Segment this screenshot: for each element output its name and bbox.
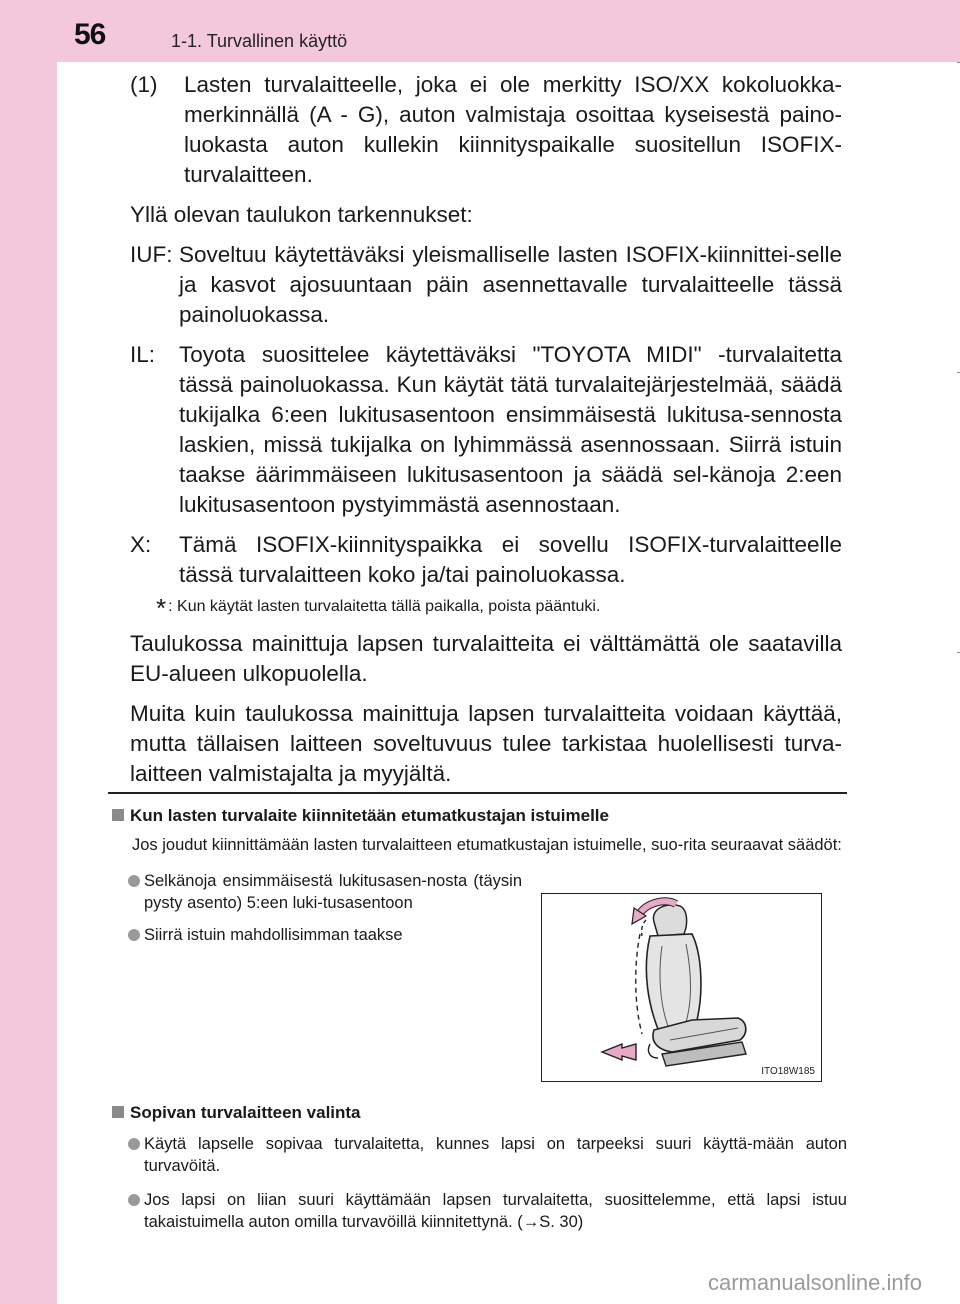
- list-item-text: Käytä lapselle sopivaa turvalaitetta, kunnes lapsi on tarpeeksi suuri käyttä-mään auton turvavöitä.: [144, 1135, 847, 1175]
- footnote-text: : Kun käytät lasten turvalaitetta tällä paikalla, poista pääntuki.: [168, 598, 601, 615]
- iuf-text: Soveltuu käytettäväksi yleismalliselle lasten ISOFIX-kiinnittei-selle ja kasvot ajosuuntaan päin asennettavalle turvalaitteelle tässä painoluokassa.: [179, 242, 842, 327]
- car-seat-icon: [542, 894, 821, 1081]
- watermark: carmanualsonline.info: [707, 1270, 922, 1295]
- iuf-label: IUF:: [130, 242, 173, 267]
- note-1: [130, 70, 842, 190]
- footnote-star: *: [156, 593, 167, 623]
- x-text: Tämä ISOFIX-kiinnityspaikka ei sovellu ISOFIX-turvalaitteelle tässä turvalaitteen koko ja/tai painoluokassa.: [179, 532, 842, 587]
- list-item-text: Jos lapsi on liian suuri käyttämään lapsen turvalaitetta, suosittelemme, että lapsi istuu takaistuimella auton omilla turvavöillä kiinnitettynä. (→S. 30): [144, 1191, 847, 1231]
- paragraph-availability: Taulukossa mainittuja lapsen turvalaitteita ei välttämättä ole saatavilla EU-alueen ulkopuolella.: [130, 631, 842, 686]
- circle-bullet-icon: [128, 924, 144, 936]
- section-heading-text: Sopivan turvalaitteen valinta: [130, 1103, 361, 1122]
- section-title: 1-1. Turvallinen käyttö: [171, 31, 348, 51]
- x-item: [130, 530, 842, 590]
- header-band: [0, 0, 960, 62]
- sidebar-band: [0, 0, 57, 1304]
- list-item: [128, 1189, 847, 1233]
- list-item: [128, 1133, 847, 1177]
- section-heading: [112, 804, 847, 828]
- x-label: X:: [130, 532, 152, 557]
- list-item: [128, 924, 522, 946]
- list-item-text: Selkänoja ensimmäisestä lukitusasen-nosta (täysin pysty asento) 5:een luki-tusasentoon: [144, 872, 522, 912]
- list-item-text: Siirrä istuin mahdollisimman taakse: [144, 926, 403, 944]
- seat-illustration: [541, 893, 822, 1082]
- note-1-text: Lasten turvalaitteelle, joka ei ole merkitty ISO/XX kokoluokka-merkinnällä (A - G), auton valmistaja osoittaa kyseisestä paino-luokasta auton kullekin kiinnityspaikalle suositellun ISOFIX-turvalaitteen.: [184, 72, 842, 187]
- footnote: [156, 593, 842, 623]
- section-heading: [112, 1101, 847, 1125]
- paragraph-other-devices: Muita kuin taulukossa mainittuja lapsen turvalaitteita voidaan käyttää, mutta tällaisen laitteen soveltuvuus tulee tarkistaa huolellisesti turva-laitteen valmistajalta ja myyjältä.: [130, 701, 842, 786]
- square-bullet-icon: [112, 809, 124, 821]
- circle-bullet-icon: [128, 1133, 144, 1145]
- list-item: [128, 870, 522, 914]
- figure-code: ITO18W185: [761, 1066, 815, 1077]
- note-1-label: (1): [130, 72, 158, 97]
- square-bullet-icon: [112, 1106, 124, 1118]
- clarifications-title: Yllä olevan taulukon tarkennukset:: [130, 202, 473, 227]
- iuf-item: [130, 240, 842, 330]
- il-label: IL:: [130, 342, 156, 367]
- il-item: [130, 340, 842, 520]
- circle-bullet-icon: [128, 1189, 144, 1201]
- section-heading-text: Kun lasten turvalaite kiinnitetään etumatkustajan istuimelle: [130, 806, 609, 825]
- section-choosing-restraint: [112, 1101, 847, 1233]
- section-divider: [108, 792, 847, 794]
- page-number: 56: [74, 18, 106, 51]
- section-body: Jos joudut kiinnittämään lasten turvalaitteen etumatkustajan istuimelle, suo-rita seuraavat säädöt:: [132, 836, 842, 854]
- circle-bullet-icon: [128, 870, 144, 882]
- main-content: [130, 70, 842, 789]
- il-text: Toyota suosittelee käytettäväksi "TOYOTA MIDI" -turvalaitetta tässä painoluokassa. Kun käytät tätä turvalaitejärjestelmää, säädä tukijalka 6:een lukitusasentoon ensimmäisestä lukitusa-sennosta laskien, missä tukijalka on lyhimmässä asennossaan. Siirrä istuin taakse äärimmäiseen lukitusasentoon ja säädä sel-känoja 2:een lukitusasentoon pystyimmästä asennostaan.: [179, 342, 842, 517]
